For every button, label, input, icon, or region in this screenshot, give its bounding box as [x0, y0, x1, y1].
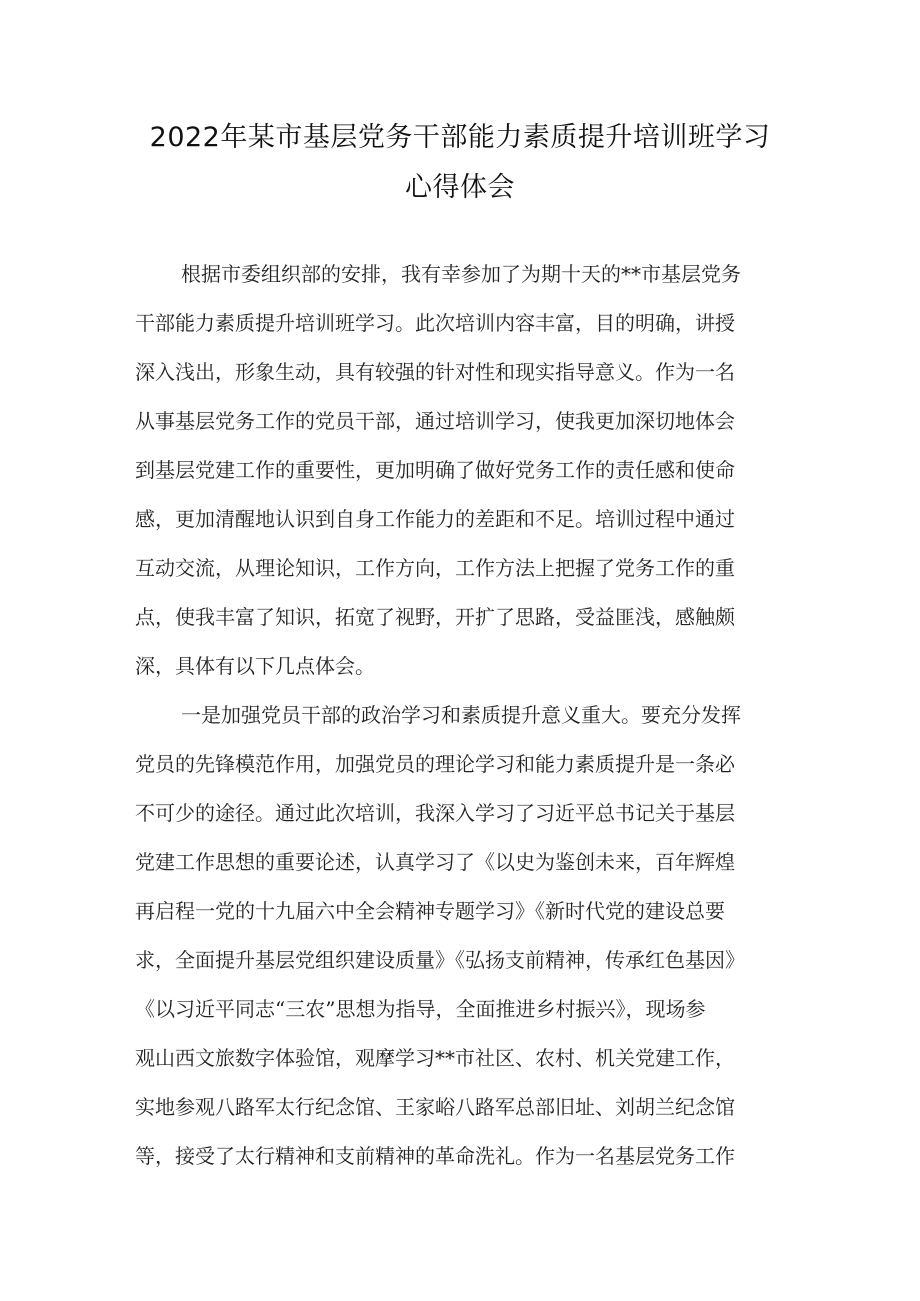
- document-body: [135, 250, 795, 1181]
- paragraph-line: 一是加强党员干部的政治学习和素质提升意义重大。要充分发挥: [181, 703, 741, 727]
- paragraph-line: 党建工作思想的重要论述，认真学习了《以史为鉴创未来，百年辉煌: [135, 850, 735, 874]
- document-title: 2022年某市基层党务干部能力素质提升培训班学习: [149, 122, 771, 153]
- paragraph-line: 干部能力素质提升培训班学习。此次培训内容丰富，目的明确，讲授: [135, 311, 735, 335]
- paragraph-line: 求，全面提升基层党组织建设质量》《弘扬支前精神，传承红色基因》: [135, 948, 745, 972]
- paragraph-line: 实地参观八路军太行纪念馆、王家峪八路军总部旧址、刘胡兰纪念馆: [135, 1095, 735, 1119]
- paragraph-line: 再启程一党的十九届六中全会精神专题学习》《新时代党的建设总要: [135, 899, 725, 923]
- paragraph-line: 根据市委组织部的安排，我有幸参加了为期十天的**市基层党务: [181, 262, 741, 286]
- paragraph-line: 从事基层党务工作的党员干部，通过培训学习，使我更加深切地体会: [135, 409, 735, 433]
- paragraph-line: 深，具体有以下几点体会。: [135, 654, 375, 678]
- document-title-continued: 心得体会: [405, 172, 515, 203]
- paragraph-line: 感，更加清醒地认识到自身工作能力的差距和不足。培训过程中通过: [135, 507, 735, 531]
- paragraph-line: 互动交流，从理论知识，工作方向，工作方法上把握了党务工作的重: [135, 556, 735, 580]
- paragraph-line: 观山西文旅数字体验馆，观摩学习**市社区、农村、机关党建工作，: [135, 1046, 735, 1070]
- paragraph-line: 点，使我丰富了知识，拓宽了视野，开扩了思路，受益匪浅，感触颇: [135, 605, 735, 629]
- paragraph-line: 到基层党建工作的重要性，更加明确了做好党务工作的责任感和使命: [135, 458, 735, 482]
- paragraph-line: 等，接受了太行精神和支前精神的革命洗礼。作为一名基层党务工作: [135, 1144, 735, 1168]
- paragraph-line: 深入浅出，形象生动，具有较强的针对性和现实指导意义。作为一名: [135, 360, 735, 384]
- paragraph-line: 《以习近平同志“三农”思想为指导，全面推进乡村振兴》，现场参: [135, 997, 706, 1021]
- paragraph-line: 不可少的途径。通过此次培训，我深入学习了习近平总书记关于基层: [135, 801, 735, 825]
- paragraph-line: 党员的先锋模范作用，加强党员的理论学习和能力素质提升是一条必: [135, 752, 735, 776]
